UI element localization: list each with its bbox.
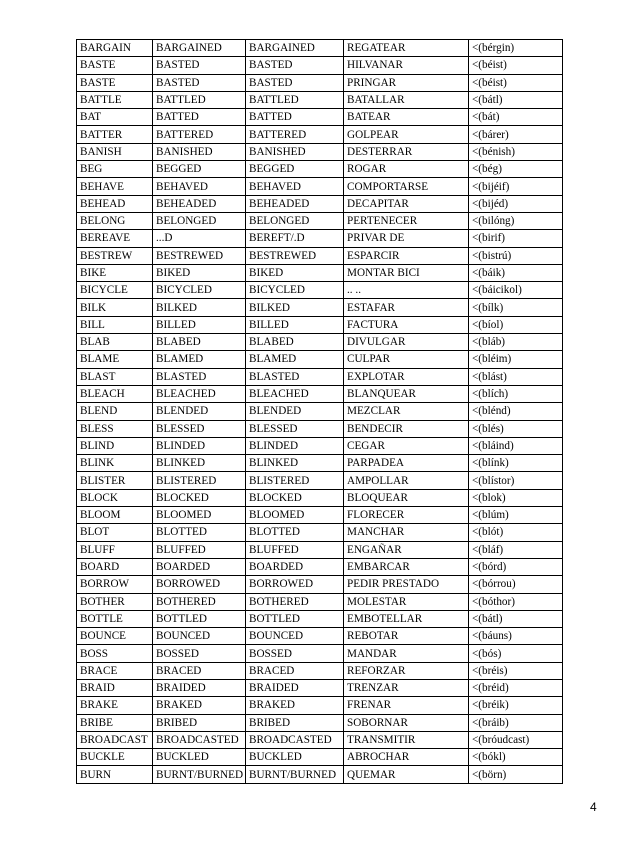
table-row [77,161,563,178]
verb-base-cell: BLOOM [77,507,153,524]
verb-pronunciation-cell: <(blást) [469,368,563,385]
table-row [77,403,563,420]
verb-pronunciation-cell: <(bárer) [469,126,563,143]
verb-base-cell: BLAST [77,368,153,385]
verb-base-cell: BURN [77,766,153,783]
table-row [77,472,563,489]
verb-base-cell: BROADCAST [77,731,153,748]
verb-participle-cell: BLISTERED [246,472,344,489]
verb-spanish-cell: SOBORNAR [344,714,469,731]
verb-base-cell: BRAID [77,679,153,696]
verb-past-cell: BLAMED [153,351,246,368]
verb-base-cell: BAT [77,109,153,126]
table-row [77,645,563,662]
verb-past-cell: BLOTTED [153,524,246,541]
verb-spanish-cell: HILVANAR [344,57,469,74]
verb-participle-cell: BLEACHED [246,385,344,402]
verb-pronunciation-cell: <(bistrú) [469,247,563,264]
verb-past-cell: BRIBED [153,714,246,731]
table-row [77,316,563,333]
table-row [77,558,563,575]
verb-participle-cell: BATTED [246,109,344,126]
verb-participle-cell: BLESSED [246,420,344,437]
verb-pronunciation-cell: <(blích) [469,385,563,402]
verb-past-cell: BATTLED [153,91,246,108]
verb-base-cell: BRACE [77,662,153,679]
verb-participle-cell: BANISHED [246,143,344,160]
verb-base-cell: BEHAVE [77,178,153,195]
table-row [77,507,563,524]
verb-pronunciation-cell: <(birif) [469,230,563,247]
table-row [77,178,563,195]
verb-past-cell: BOARDED [153,558,246,575]
verb-spanish-cell: DECAPITAR [344,195,469,212]
verb-spanish-cell: EMBARCAR [344,558,469,575]
verb-base-cell: BASTE [77,74,153,91]
verb-past-cell: BATTED [153,109,246,126]
verb-base-cell: BIKE [77,264,153,281]
verb-spanish-cell: DESTERRAR [344,143,469,160]
verb-past-cell: BRAIDED [153,679,246,696]
verb-base-cell: BLESS [77,420,153,437]
verb-spanish-cell: .. .. [344,282,469,299]
verb-participle-cell: BEHEADED [246,195,344,212]
table-row [77,576,563,593]
verb-pronunciation-cell: <(bróudcast) [469,731,563,748]
verb-participle-cell: BLASTED [246,368,344,385]
verb-spanish-cell: AMPOLLAR [344,472,469,489]
verb-base-cell: BOUNCE [77,628,153,645]
verb-base-cell: BILL [77,316,153,333]
verb-pronunciation-cell: <(bréid) [469,679,563,696]
verb-pronunciation-cell: <(bréik) [469,697,563,714]
verb-participle-cell: BOSSED [246,645,344,662]
verb-base-cell: BRIBE [77,714,153,731]
table-row [77,489,563,506]
verb-spanish-cell: BATALLAR [344,91,469,108]
table-row [77,593,563,610]
verb-pronunciation-cell: <(bréis) [469,662,563,679]
table-row [77,766,563,783]
verb-base-cell: BUCKLE [77,749,153,766]
verb-table-body [77,40,563,784]
verb-past-cell: BLINDED [153,437,246,454]
verb-past-cell: BLOOMED [153,507,246,524]
verb-past-cell: BEHAVED [153,178,246,195]
verb-participle-cell: BLOOMED [246,507,344,524]
verb-pronunciation-cell: <(börn) [469,766,563,783]
verb-base-cell: BLUFF [77,541,153,558]
verb-pronunciation-cell: <(bát) [469,109,563,126]
verb-base-cell: BANISH [77,143,153,160]
verb-base-cell: BORROW [77,576,153,593]
verb-participle-cell: BRAIDED [246,679,344,696]
verb-base-cell: BEG [77,161,153,178]
verb-base-cell: BATTLE [77,91,153,108]
verb-pronunciation-cell: <(bíol) [469,316,563,333]
verb-spanish-cell: EXPLOTAR [344,368,469,385]
verb-table [76,39,563,784]
verb-pronunciation-cell: <(blénd) [469,403,563,420]
table-row [77,541,563,558]
table-row [77,334,563,351]
verb-pronunciation-cell: <(bós) [469,645,563,662]
verb-spanish-cell: MOLESTAR [344,593,469,610]
verb-participle-cell: BOTTLED [246,610,344,627]
verb-base-cell: BLEND [77,403,153,420]
verb-participle-cell: BEGGED [246,161,344,178]
verb-pronunciation-cell: <(bóthor) [469,593,563,610]
verb-pronunciation-cell: <(béist) [469,57,563,74]
table-row [77,385,563,402]
verb-past-cell: BRAKED [153,697,246,714]
table-row [77,524,563,541]
verb-past-cell: BLOCKED [153,489,246,506]
verb-past-cell: BLASTED [153,368,246,385]
verb-spanish-cell: FLORECER [344,507,469,524]
table-row [77,109,563,126]
verb-past-cell: BESTREWED [153,247,246,264]
verb-spanish-cell: FACTURA [344,316,469,333]
verb-pronunciation-cell: <(bráib) [469,714,563,731]
table-row [77,247,563,264]
verb-participle-cell: BATTERED [246,126,344,143]
table-row [77,731,563,748]
verb-participle-cell: BUCKLED [246,749,344,766]
verb-past-cell: BARGAINED [153,40,246,57]
verb-participle-cell: BATTLED [246,91,344,108]
verb-participle-cell: BLUFFED [246,541,344,558]
verb-past-cell: BOTHERED [153,593,246,610]
verb-participle-cell: BOARDED [246,558,344,575]
verb-base-cell: BLOCK [77,489,153,506]
verb-spanish-cell: GOLPEAR [344,126,469,143]
verb-pronunciation-cell: <(bijéif) [469,178,563,195]
verb-participle-cell: BLOTTED [246,524,344,541]
verb-spanish-cell: COMPORTARSE [344,178,469,195]
verb-base-cell: BLAME [77,351,153,368]
verb-base-cell: BLINK [77,455,153,472]
verb-participle-cell: BILKED [246,299,344,316]
verb-pronunciation-cell: <(blúm) [469,507,563,524]
verb-participle-cell: BELONGED [246,212,344,229]
verb-past-cell: BLINKED [153,455,246,472]
verb-past-cell: BLENDED [153,403,246,420]
verb-pronunciation-cell: <(bilóng) [469,212,563,229]
verb-pronunciation-cell: <(bláf) [469,541,563,558]
table-row [77,679,563,696]
verb-participle-cell: BURNT/BURNED [246,766,344,783]
verb-participle-cell: BEHAVED [246,178,344,195]
verb-spanish-cell: CEGAR [344,437,469,454]
verb-spanish-cell: BLANQUEAR [344,385,469,402]
verb-base-cell: BARGAIN [77,40,153,57]
verb-participle-cell: BLABED [246,334,344,351]
verb-spanish-cell: REGATEAR [344,40,469,57]
verb-spanish-cell: REFORZAR [344,662,469,679]
verb-pronunciation-cell: <(bijéd) [469,195,563,212]
table-row [77,714,563,731]
verb-participle-cell: BRACED [246,662,344,679]
verb-spanish-cell: PEDIR PRESTADO [344,576,469,593]
verb-past-cell: BORROWED [153,576,246,593]
verb-pronunciation-cell: <(blés) [469,420,563,437]
verb-pronunciation-cell: <(blínk) [469,455,563,472]
table-row [77,610,563,627]
verb-spanish-cell: TRANSMITIR [344,731,469,748]
verb-past-cell: BOTTLED [153,610,246,627]
verb-spanish-cell: PARPADEA [344,455,469,472]
verb-pronunciation-cell: <(bérgin) [469,40,563,57]
table-row [77,264,563,281]
verb-spanish-cell: BATEAR [344,109,469,126]
verb-spanish-cell: PERTENECER [344,212,469,229]
verb-base-cell: BOARD [77,558,153,575]
verb-pronunciation-cell: <(bláind) [469,437,563,454]
verb-participle-cell: BLAMED [246,351,344,368]
table-row [77,662,563,679]
verb-spanish-cell: ESPARCIR [344,247,469,264]
verb-participle-cell: BOTHERED [246,593,344,610]
verb-pronunciation-cell: <(bég) [469,161,563,178]
verb-past-cell: BANISHED [153,143,246,160]
table-row [77,57,563,74]
verb-spanish-cell: PRIVAR DE [344,230,469,247]
verb-participle-cell: BESTREWED [246,247,344,264]
table-row [77,143,563,160]
verb-past-cell: BUCKLED [153,749,246,766]
verb-base-cell: BATTER [77,126,153,143]
verb-participle-cell: BLENDED [246,403,344,420]
table-row [77,212,563,229]
table-row [77,628,563,645]
verb-pronunciation-cell: <(bláb) [469,334,563,351]
verb-spanish-cell: ENGAÑAR [344,541,469,558]
verb-participle-cell: BARGAINED [246,40,344,57]
table-row [77,697,563,714]
table-row [77,437,563,454]
verb-spanish-cell: TRENZAR [344,679,469,696]
verb-participle-cell: BIKED [246,264,344,281]
verb-pronunciation-cell: <(báicikol) [469,282,563,299]
verb-past-cell: BRACED [153,662,246,679]
verb-past-cell: BILKED [153,299,246,316]
verb-participle-cell: BASTED [246,57,344,74]
verb-pronunciation-cell: <(blót) [469,524,563,541]
verb-spanish-cell: ABROCHAR [344,749,469,766]
verb-pronunciation-cell: <(bórrou) [469,576,563,593]
verb-pronunciation-cell: <(báik) [469,264,563,281]
verb-pronunciation-cell: <(báuns) [469,628,563,645]
verb-participle-cell: BEREFT/.D [246,230,344,247]
verb-participle-cell: BROADCASTED [246,731,344,748]
verb-pronunciation-cell: <(bókl) [469,749,563,766]
verb-pronunciation-cell: <(bórd) [469,558,563,575]
verb-base-cell: BICYCLE [77,282,153,299]
verb-base-cell: BOSS [77,645,153,662]
verb-past-cell: BICYCLED [153,282,246,299]
table-row [77,126,563,143]
verb-base-cell: BLAB [77,334,153,351]
verb-base-cell: BLISTER [77,472,153,489]
verb-past-cell: ...D [153,230,246,247]
verb-spanish-cell: MANCHAR [344,524,469,541]
verb-base-cell: BELONG [77,212,153,229]
table-row [77,195,563,212]
verb-base-cell: BEREAVE [77,230,153,247]
verb-past-cell: BEHEADED [153,195,246,212]
verb-base-cell: BRAKE [77,697,153,714]
table-row [77,351,563,368]
verb-base-cell: BEHEAD [77,195,153,212]
verb-past-cell: BOUNCED [153,628,246,645]
verb-past-cell: BEGGED [153,161,246,178]
verb-pronunciation-cell: <(bléim) [469,351,563,368]
verb-past-cell: BLABED [153,334,246,351]
verb-spanish-cell: BLOQUEAR [344,489,469,506]
verb-past-cell: BLUFFED [153,541,246,558]
verb-past-cell: BURNT/BURNED [153,766,246,783]
verb-pronunciation-cell: <(bátl) [469,91,563,108]
page-number: 4 [590,800,597,814]
verb-participle-cell: BLOCKED [246,489,344,506]
table-row [77,74,563,91]
verb-participle-cell: BICYCLED [246,282,344,299]
table-row [77,282,563,299]
verb-base-cell: BASTE [77,57,153,74]
verb-past-cell: BASTED [153,74,246,91]
verb-base-cell: BOTTLE [77,610,153,627]
verb-participle-cell: BOUNCED [246,628,344,645]
table-row [77,420,563,437]
verb-past-cell: BASTED [153,57,246,74]
table-row [77,230,563,247]
verb-spanish-cell: MEZCLAR [344,403,469,420]
verb-past-cell: BIKED [153,264,246,281]
verb-past-cell: BATTERED [153,126,246,143]
table-row [77,368,563,385]
verb-participle-cell: BLINKED [246,455,344,472]
verb-past-cell: BILLED [153,316,246,333]
verb-spanish-cell: FRENAR [344,697,469,714]
verb-participle-cell: BASTED [246,74,344,91]
verb-past-cell: BROADCASTED [153,731,246,748]
verb-base-cell: BLIND [77,437,153,454]
verb-spanish-cell: BENDECIR [344,420,469,437]
verb-spanish-cell: REBOTAR [344,628,469,645]
verb-base-cell: BLEACH [77,385,153,402]
verb-spanish-cell: DIVULGAR [344,334,469,351]
verb-participle-cell: BRAKED [246,697,344,714]
verb-base-cell: BOTHER [77,593,153,610]
verb-spanish-cell: ROGAR [344,161,469,178]
verb-pronunciation-cell: <(blístor) [469,472,563,489]
verb-spanish-cell: CULPAR [344,351,469,368]
verb-participle-cell: BILLED [246,316,344,333]
verb-spanish-cell: EMBOTELLAR [344,610,469,627]
verb-spanish-cell: MANDAR [344,645,469,662]
verb-base-cell: BESTREW [77,247,153,264]
verb-past-cell: BLEACHED [153,385,246,402]
verb-participle-cell: BRIBED [246,714,344,731]
table-row [77,40,563,57]
verb-past-cell: BLISTERED [153,472,246,489]
table-row [77,91,563,108]
verb-past-cell: BLESSED [153,420,246,437]
verb-spanish-cell: ESTAFAR [344,299,469,316]
verb-spanish-cell: MONTAR BICI [344,264,469,281]
table-row [77,455,563,472]
verb-pronunciation-cell: <(bílk) [469,299,563,316]
verb-base-cell: BLOT [77,524,153,541]
verb-base-cell: BILK [77,299,153,316]
verb-pronunciation-cell: <(béist) [469,74,563,91]
verb-pronunciation-cell: <(bátl) [469,610,563,627]
verb-spanish-cell: PRINGAR [344,74,469,91]
table-row [77,749,563,766]
verb-pronunciation-cell: <(bénish) [469,143,563,160]
table-row [77,299,563,316]
verb-pronunciation-cell: <(blok) [469,489,563,506]
verb-spanish-cell: QUEMAR [344,766,469,783]
verb-participle-cell: BORROWED [246,576,344,593]
verb-past-cell: BOSSED [153,645,246,662]
verb-past-cell: BELONGED [153,212,246,229]
verb-participle-cell: BLINDED [246,437,344,454]
